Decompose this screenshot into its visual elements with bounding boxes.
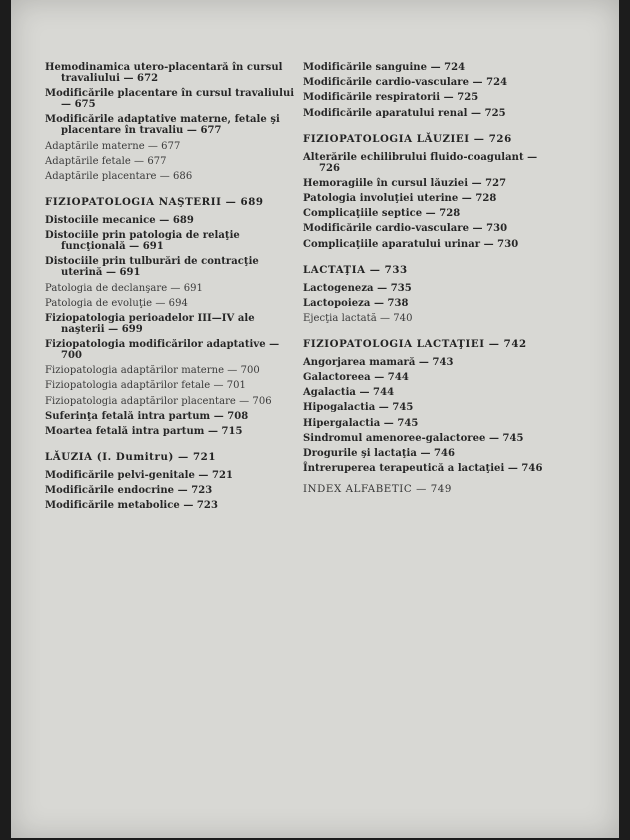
- toc-entry: Hipergalactia — 745: [303, 417, 419, 429]
- toc-entry: Adaptările fetale — 677: [45, 155, 167, 167]
- section-heading: FIZIOPATOLOGIA NAŞTERII — 689: [45, 195, 264, 208]
- toc-entry: Hipogalactia — 745: [303, 402, 414, 414]
- toc-entry: Galactoreea — 744: [303, 372, 409, 384]
- toc-entry: Modificările cardio-vasculare — 724: [303, 77, 508, 89]
- toc-entry: Hemoragiile în cursul lăuziei — 727: [303, 177, 507, 189]
- toc-entry: Sindromul amenoree-galactoree — 745: [303, 432, 524, 444]
- toc-entry: Patologia involuţiei uterine — 728: [303, 192, 497, 204]
- toc-entry: Adaptările placentare — 686: [45, 170, 193, 182]
- toc-entry: Agalactia — 744: [303, 387, 395, 399]
- toc-entry: Modificările endocrine — 723: [45, 485, 213, 497]
- toc-entry: Adaptările materne — 677: [45, 140, 181, 152]
- toc-entry: Modificările respiratorii — 725: [303, 92, 479, 104]
- toc-entry: Alterările echilibrului fluido-coagulant — 726: [303, 151, 538, 174]
- toc-entry: Fiziopatologia adaptărilor materne — 700: [45, 365, 260, 377]
- toc-entry: Distociile mecanice — 689: [45, 214, 194, 226]
- toc-entry: Ejecţia lactată — 740: [303, 312, 413, 324]
- toc-entry: Fiziopatologia adaptărilor placentare — 706: [45, 395, 272, 407]
- toc-entry: Hemodinamica utero-placentară în cursul travaliului — 672: [45, 62, 283, 84]
- toc-entry: Modificările metabolice — 723: [45, 500, 218, 512]
- section-heading: LĂUZIA (I. Dumitru) — 721: [45, 451, 217, 463]
- toc-entry: Complicaţiile aparatului urinar — 730: [303, 238, 519, 250]
- toc-entry: Complicaţiile septice — 728: [303, 208, 461, 220]
- toc-entry: Angorjarea mamară — 743: [303, 356, 454, 368]
- toc-entry: Modificările aparatului renal — 725: [303, 107, 506, 119]
- toc-entry: Întreruperea terapeutică a lactaţiei — 746: [303, 463, 543, 475]
- toc-entry: Distociile prin patologia de relaţie funcţională — 691: [45, 230, 240, 253]
- toc-entry: Modificările cardio-vasculare — 730: [303, 223, 508, 235]
- toc-entry: Drogurile şi lactaţia — 746: [303, 448, 456, 459]
- toc-entry: Modificările adaptative materne, fetale şi placentare în travaliu — 677: [45, 114, 280, 137]
- toc-entry: Modificările sanguine — 724: [303, 62, 466, 73]
- book-page: [11, 0, 619, 838]
- section-heading: FIZIOPATOLOGIA LĂUZIEI — 726: [303, 132, 512, 145]
- toc-entry: Lactogeneza — 735: [303, 282, 412, 294]
- toc-entry: Patologia de declanşare — 691: [45, 282, 203, 294]
- index-entry: INDEX ALFABETIC — 749: [303, 484, 452, 496]
- toc-entry: Fiziopatologia perioadelor III—IV ale naşterii — 699: [45, 312, 255, 335]
- toc-entry: Modificările placentare în cursul travaliului — 675: [45, 88, 295, 111]
- toc-entry: Lactopoieza — 738: [303, 297, 409, 309]
- section-heading: LACTAŢIA — 733: [303, 263, 408, 276]
- toc-entry: Distociile prin tulburări de contracţie uterină — 691: [45, 256, 259, 279]
- toc-entry: Suferinţa fetală intra partum — 708: [45, 410, 249, 422]
- section-heading: FIZIOPATOLOGIA LACTAŢIEI — 742: [303, 337, 527, 350]
- toc-entry: Patologia de evoluţie — 694: [45, 297, 188, 309]
- toc-left-column: [45, 62, 295, 516]
- toc-entry: Modificările pelvi-genitale — 721: [45, 470, 233, 481]
- toc-right-column: [303, 62, 553, 495]
- toc-entry: Fiziopatologia adaptărilor fetale — 701: [45, 380, 246, 392]
- toc-entry: Moartea fetală intra partum — 715: [45, 426, 243, 437]
- toc-entry: Fiziopatologia modificărilor adaptative — 700: [45, 339, 280, 362]
